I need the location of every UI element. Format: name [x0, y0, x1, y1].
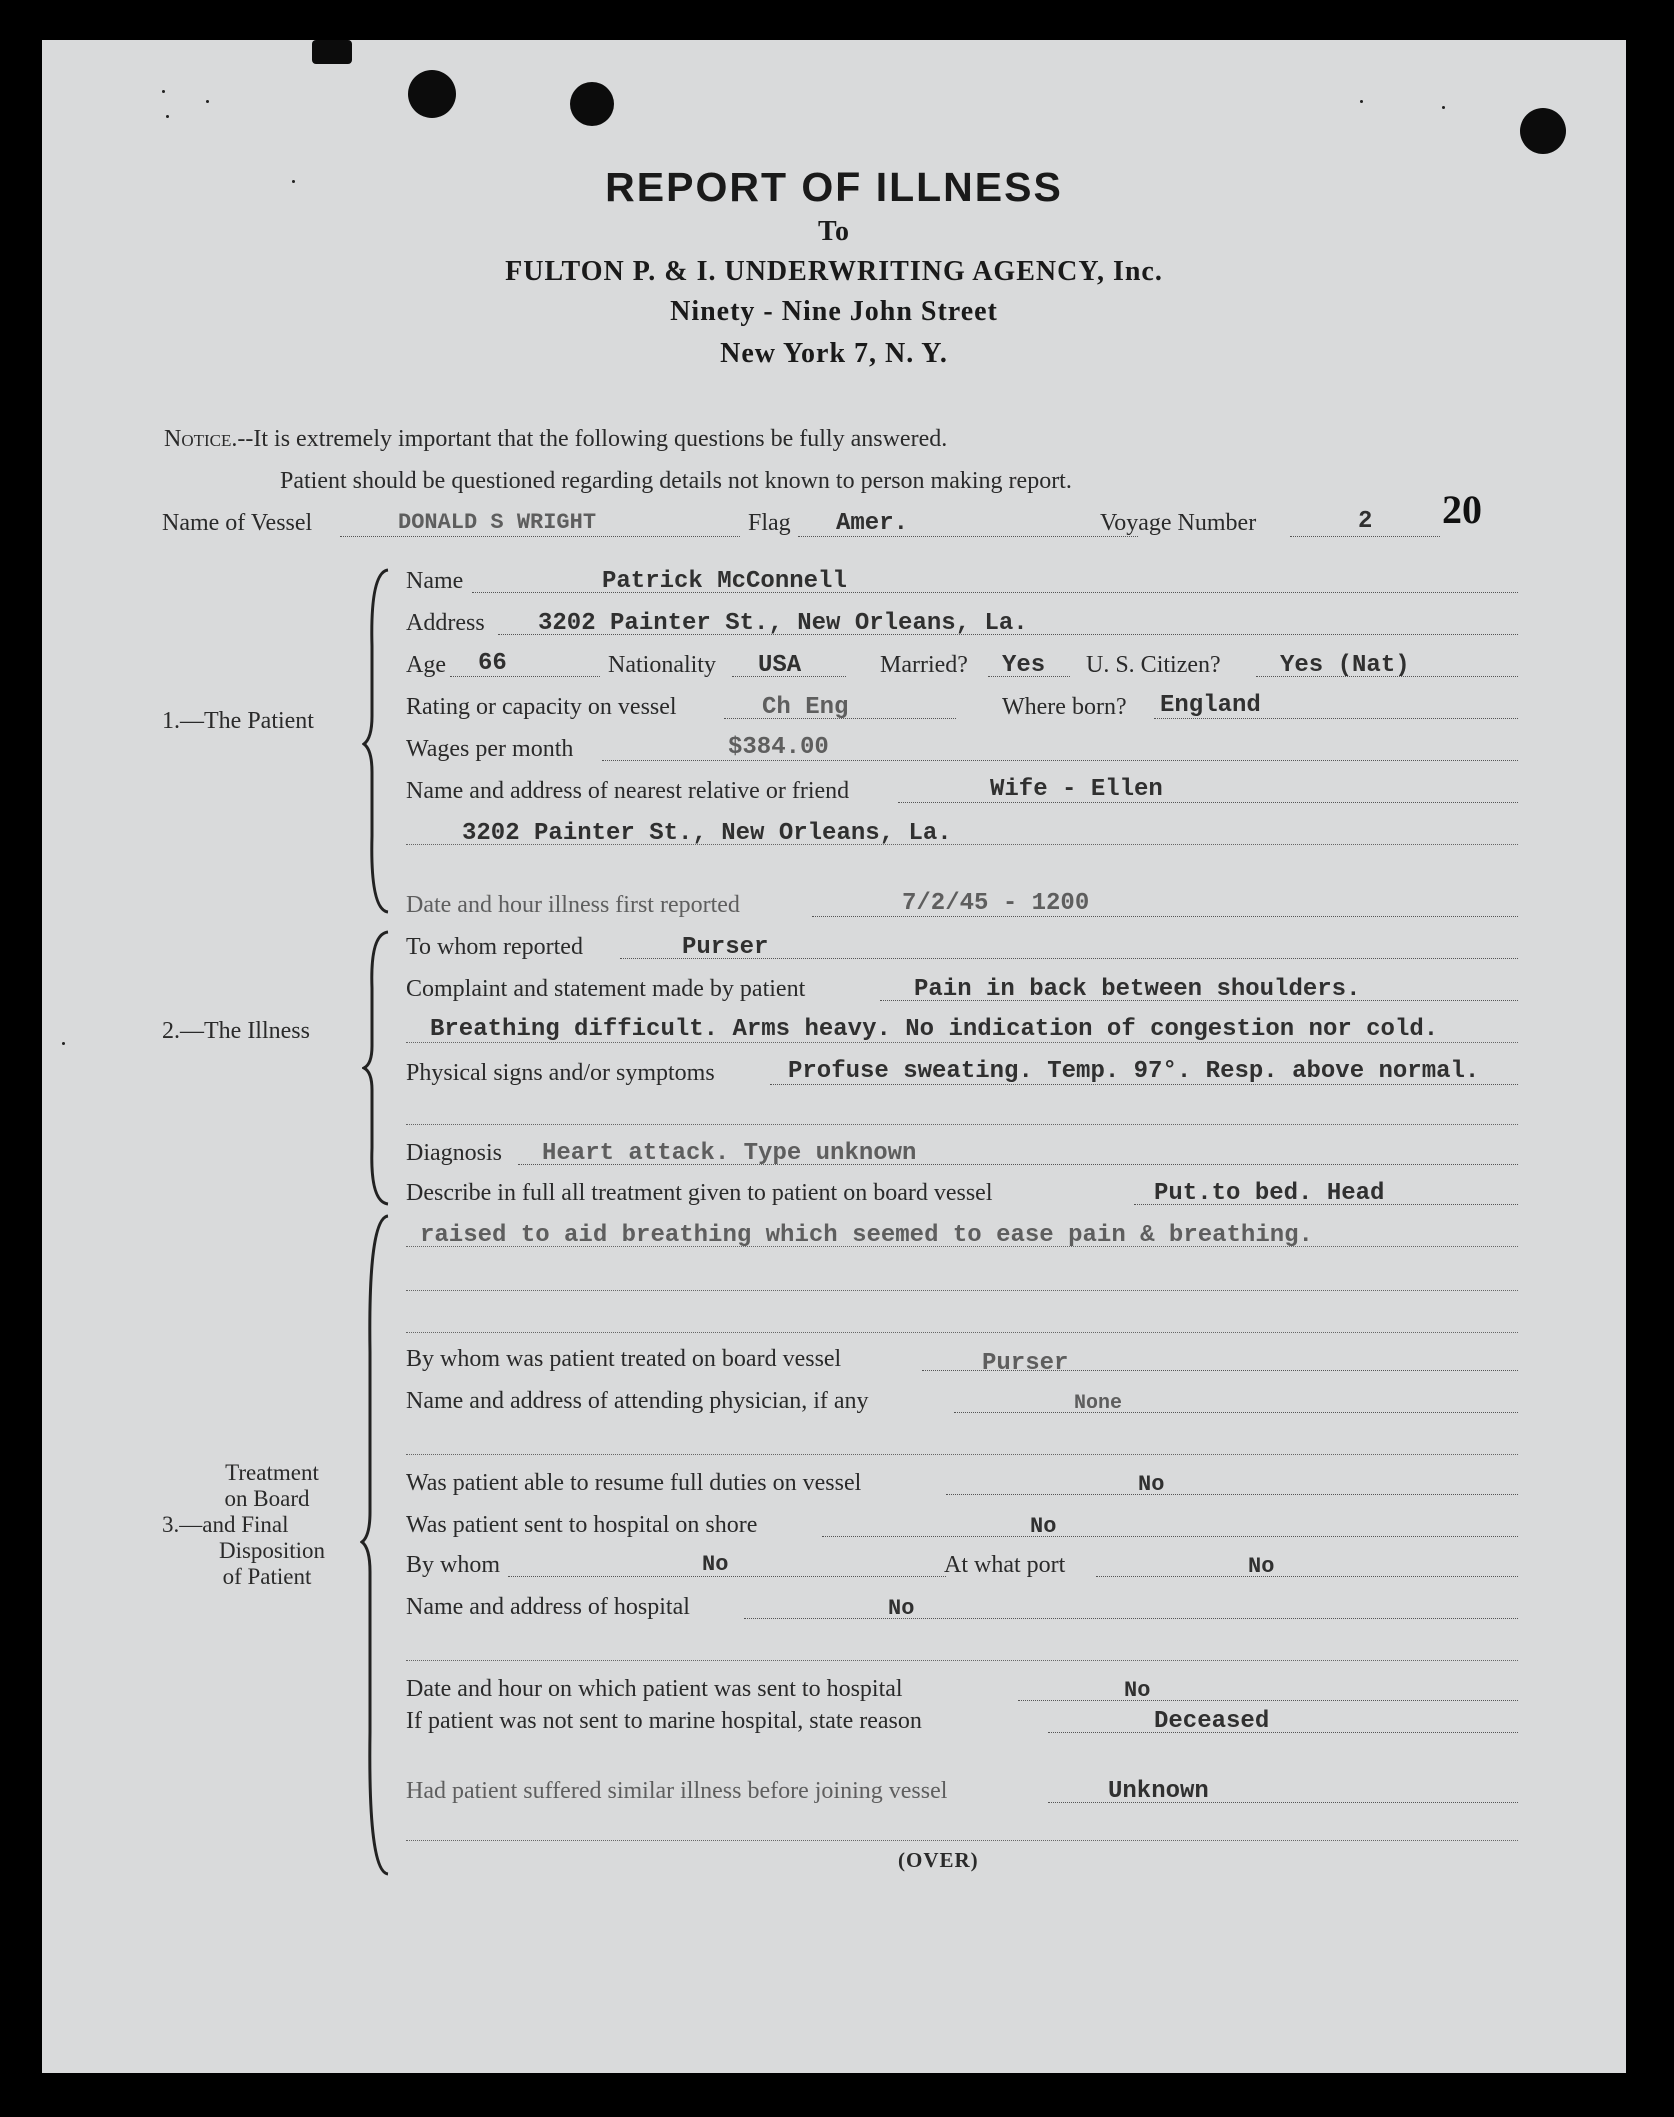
complaint-value-2: Breathing difficult. Arms heavy. No indication of congestion nor cold.: [430, 1016, 1439, 1043]
to-whom-value: Purser: [682, 934, 769, 961]
wages-label: Wages per month: [406, 736, 574, 762]
date-sent-fill: [1018, 1700, 1518, 1701]
flag-value: Amer.: [836, 510, 909, 537]
physician-fill-2: [406, 1454, 1518, 1455]
resume-value: No: [1138, 1472, 1165, 1497]
age-fill: [450, 676, 600, 677]
citizen-label: U. S. Citizen?: [1086, 652, 1221, 678]
similar-value: Unknown: [1108, 1778, 1209, 1805]
born-value: England: [1160, 692, 1261, 719]
complaint-value: Pain in back between shoulders.: [914, 976, 1361, 1003]
voyage-fill: [1290, 536, 1440, 537]
relative-value: Wife - Ellen: [990, 776, 1163, 803]
sent-fill: [822, 1536, 1518, 1537]
report-form-page: [42, 40, 1626, 2073]
married-value: Yes: [1002, 652, 1046, 679]
patient-section-brace: [362, 566, 392, 916]
treatment-label-5: of Patient: [222, 1564, 312, 1589]
speck: [62, 1042, 65, 1045]
agency-name: FULTON P. & I. UNDERWRITING AGENCY, Inc.: [505, 256, 1163, 287]
rating-value: Ch Eng: [762, 694, 849, 721]
voyage-label: Voyage Number: [1100, 510, 1257, 536]
punch-hole-right: [1520, 108, 1566, 154]
ink-mark: [312, 40, 352, 64]
speck: [166, 115, 169, 118]
punch-hole-left: [408, 70, 456, 118]
physician-label: Name and address of attending physician, if any: [406, 1388, 869, 1414]
similar-label: Had patient suffered similar illness before joining vessel: [406, 1778, 948, 1804]
date-sent-label: Date and hour on which patient was sent to hospital: [406, 1676, 903, 1702]
illness-date-label: Date and hour illness first reported: [406, 892, 740, 918]
complaint-label: Complaint and statement made by patient: [406, 976, 806, 1002]
hospital-fill: [744, 1618, 1518, 1619]
vessel-name-label: Name of Vessel: [162, 510, 313, 536]
by-whom-value: Purser: [982, 1350, 1069, 1377]
nationality-value: USA: [758, 652, 802, 679]
resume-fill: [946, 1494, 1518, 1495]
speck: [1442, 106, 1445, 109]
reason-label: If patient was not sent to marine hospital, state reason: [406, 1708, 922, 1734]
born-label: Where born?: [1002, 694, 1127, 720]
over-note: (OVER): [898, 1848, 979, 1872]
speck: [1360, 100, 1363, 103]
physician-value: None: [1074, 1392, 1123, 1415]
speck: [206, 100, 209, 103]
by-whom-2-value: No: [702, 1552, 729, 1577]
port-value: No: [1248, 1554, 1275, 1579]
notice-label: Notice.: [164, 426, 238, 452]
diagnosis-label: Diagnosis: [406, 1140, 502, 1166]
illness-section-label: 2.—The Illness: [162, 1018, 310, 1044]
describe-fill-3: [406, 1290, 1518, 1291]
page-number: 20: [1442, 487, 1482, 532]
vessel-name-fill: [340, 536, 740, 537]
patient-name-value: Patrick McConnell: [602, 568, 847, 595]
illness-date-value: 7/2/45 - 1200: [902, 890, 1090, 917]
voyage-value: 2: [1358, 508, 1373, 535]
relative-address-value: 3202 Painter St., New Orleans, La.: [462, 820, 952, 847]
agency-street: Ninety - Nine John Street: [670, 296, 998, 327]
reason-fill: [1048, 1732, 1518, 1733]
treatment-label-1: Treatment: [225, 1460, 319, 1485]
describe-label: Describe in full all treatment given to patient on board vessel: [406, 1180, 993, 1206]
report-title: REPORT OF ILLNESS: [605, 164, 1063, 210]
signs-label: Physical signs and/or symptoms: [406, 1060, 715, 1086]
treatment-section-label: [162, 1460, 372, 1590]
describe-value-2: raised to aid breathing which seemed to ease pain & breathing.: [420, 1222, 1313, 1249]
resume-label: Was patient able to resume full duties on vessel: [406, 1470, 862, 1496]
port-fill: [1096, 1576, 1518, 1577]
similar-fill-2: [406, 1840, 1518, 1841]
sent-value: No: [1030, 1514, 1057, 1539]
illness-section-brace: [362, 928, 392, 1208]
patient-section-label: 1.—The Patient: [162, 708, 314, 734]
physician-fill: [954, 1412, 1518, 1413]
flag-label: Flag: [748, 510, 791, 536]
married-label: Married?: [880, 652, 968, 678]
age-value: 66: [478, 650, 507, 677]
patient-name-label: Name: [406, 568, 464, 594]
date-sent-value: No: [1124, 1678, 1151, 1703]
notice-text-1: --It is extremely important that the following questions be fully answered.: [237, 426, 948, 452]
sent-label: Was patient sent to hospital on shore: [406, 1512, 758, 1538]
treatment-label-4: Disposition: [218, 1538, 326, 1563]
treatment-label-3: 3.—and Final: [162, 1512, 289, 1537]
reason-value: Deceased: [1154, 1708, 1270, 1735]
hospital-value: No: [888, 1596, 915, 1621]
patient-address-label: Address: [406, 610, 485, 636]
signs-value: Profuse sweating. Temp. 97°. Resp. above normal.: [788, 1058, 1480, 1085]
hospital-fill-2: [406, 1660, 1518, 1661]
signs-fill-2: [406, 1124, 1518, 1125]
describe-fill-4: [406, 1332, 1518, 1333]
to-whom-label: To whom reported: [406, 934, 583, 960]
age-label: Age: [406, 652, 446, 678]
treatment-label-2: on Board: [224, 1486, 310, 1511]
vessel-name-value: DONALD S WRIGHT: [398, 510, 597, 535]
diagnosis-value: Heart attack. Type unknown: [542, 1140, 917, 1167]
by-whom-label: By whom was patient treated on board vessel: [406, 1346, 842, 1372]
header-to: To: [817, 216, 851, 247]
notice-line-2: Patient should be questioned regarding details not known to person making report.: [280, 468, 1072, 494]
citizen-value: Yes (Nat): [1280, 652, 1410, 679]
patient-address-value: 3202 Painter St., New Orleans, La.: [538, 610, 1028, 637]
speck: [162, 90, 165, 93]
by-whom-2-label: By whom: [406, 1552, 501, 1578]
relative-label: Name and address of nearest relative or friend: [406, 778, 850, 804]
nationality-label: Nationality: [608, 652, 716, 678]
port-label: At what port: [944, 1552, 1066, 1578]
describe-value: Put.to bed. Head: [1154, 1180, 1385, 1207]
notice-line-1: [164, 426, 947, 453]
punch-hole-middle: [570, 82, 614, 126]
rating-label: Rating or capacity on vessel: [406, 694, 677, 720]
agency-city: New York 7, N. Y.: [720, 338, 948, 369]
hospital-label: Name and address of hospital: [406, 1594, 690, 1620]
wages-value: $384.00: [728, 734, 829, 761]
